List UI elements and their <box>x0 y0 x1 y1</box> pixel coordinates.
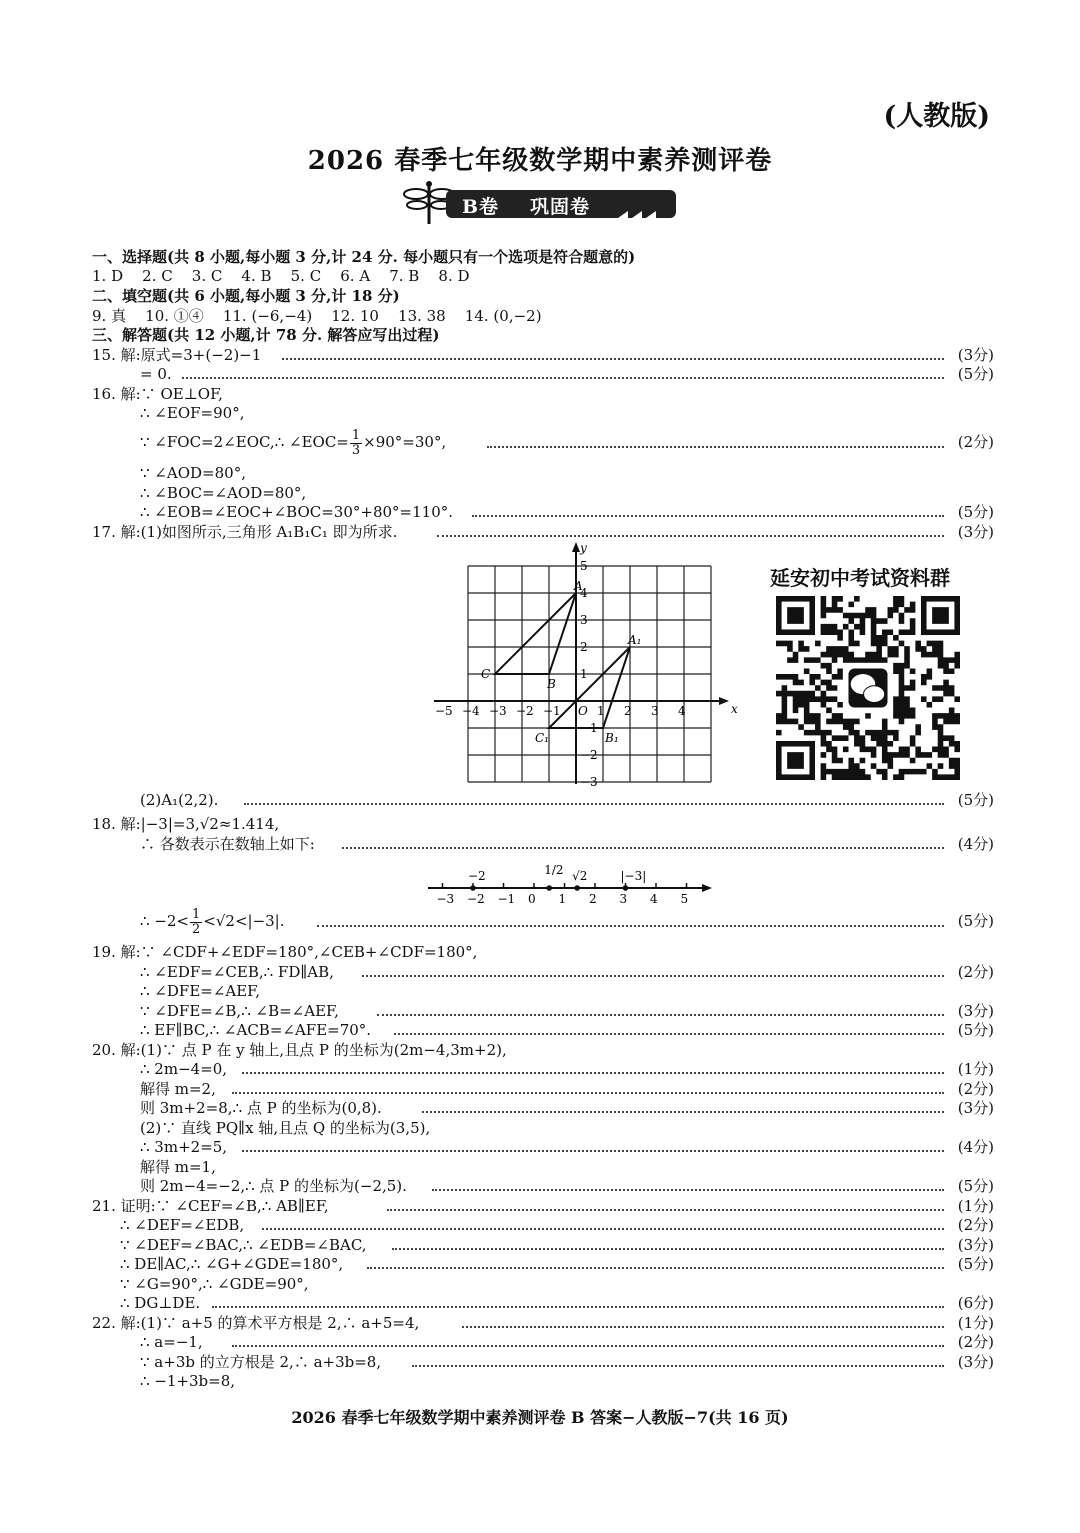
q20-line-5 <box>92 1137 994 1157</box>
number-line-arrow <box>702 884 712 892</box>
q19-line-3 <box>92 1001 994 1021</box>
q22-line-1 <box>92 1332 994 1352</box>
q21-line-3 <box>92 1254 994 1274</box>
denominator: 2 <box>192 921 201 937</box>
y-axis-label: y <box>580 541 587 555</box>
page-title: 2026 春季七年级数学期中素养测评卷 <box>307 146 773 176</box>
q16-line-1 <box>92 384 994 404</box>
q19-text: ∴ EF∥BC,∴ ∠ACB=∠AFE=70°. <box>140 1021 372 1039</box>
q16-text-2: ∴ ∠EOF=90°, <box>140 404 245 422</box>
dotted-leader <box>422 1098 944 1118</box>
y-axis-arrow <box>572 542 580 552</box>
score: (1分) <box>957 1060 994 1078</box>
number-line-tick-label: 3 <box>619 892 628 906</box>
q21-text: ∴ DG⊥DE. <box>120 1294 201 1312</box>
q20-text: 则 3m+2=8,∴ 点 P 的坐标为(0,8). <box>140 1099 382 1117</box>
x-axis-arrow <box>719 697 729 705</box>
y-tick-label: −2 <box>580 748 598 762</box>
arrow-left-icon <box>618 211 628 225</box>
q20-text: 解得 m=1, <box>140 1158 216 1176</box>
x-tick-label: −4 <box>462 704 480 718</box>
q22-text: ∴ −1+3b=8, <box>140 1372 236 1390</box>
score: (5分) <box>957 1021 994 1039</box>
q19-text: ∴ ∠EDF=∠CEB,∴ FD∥AB, <box>140 963 334 981</box>
y-tick-label: 1 <box>580 667 588 681</box>
q20-line-7 <box>92 1176 994 1196</box>
q21-line-0 <box>92 1196 994 1216</box>
score: (4分) <box>957 835 994 853</box>
fraction-one-third <box>350 429 362 458</box>
x-axis-label: x <box>731 702 738 716</box>
q18-line-3 <box>92 901 994 941</box>
q17-text-2: (2)A₁(2,2). <box>140 791 219 809</box>
score: (2分) <box>957 433 994 451</box>
section-fill-header: 二、填空题(共 6 小题,每小题 3 分,计 18 分) <box>92 287 400 305</box>
origin-label: O <box>578 704 588 718</box>
x-tick-label: 1 <box>597 704 605 718</box>
dotted-leader <box>387 1196 944 1216</box>
number-line-point <box>574 885 580 891</box>
dotted-leader <box>242 1137 944 1157</box>
dotted-leader <box>212 1293 944 1313</box>
y-tick-label: 4 <box>580 586 588 600</box>
choice-answers: 1. D 2. C 3. C 4. B 5. C 6. A 7. B 8. D <box>92 267 470 285</box>
score: (5分) <box>957 365 994 383</box>
score: (5分) <box>957 1255 994 1273</box>
q21-line-4 <box>92 1274 994 1294</box>
x-tick-label: −5 <box>435 704 453 718</box>
score: (5分) <box>957 791 994 809</box>
q22-text: 22. 解:(1)∵ a+5 的算术平方根是 2,∴ a+5=4, <box>92 1314 420 1332</box>
q20-text: 解得 m=2, <box>140 1080 216 1098</box>
score: (3分) <box>957 346 994 364</box>
q20-text: (2)∵ 直线 PQ∥x 轴,且点 Q 的坐标为(3,5), <box>140 1119 431 1137</box>
dotted-leader <box>232 1079 944 1099</box>
number-line-tick-label: −3 <box>436 892 455 906</box>
edition-label: (人教版) <box>883 101 990 132</box>
qr-label: 延安初中考试资料群 <box>770 566 950 590</box>
score: (5分) <box>957 912 994 930</box>
banner-part2: 巩固卷 <box>530 196 591 218</box>
q15-line-1 <box>92 345 994 365</box>
number-line-point <box>546 885 552 891</box>
dotted-leader <box>394 1020 944 1040</box>
dotted-leader <box>182 364 944 384</box>
score: (2分) <box>957 1216 994 1234</box>
q16-text-6: ∴ ∠EOB=∠EOC+∠BOC=30°+80°=110°. <box>140 503 454 521</box>
score: (2分) <box>957 1080 994 1098</box>
dotted-leader <box>362 962 944 982</box>
fill-answers: 9. 真 10. ①④ 11. (−6,−4) 12. 10 13. 38 14. (0,−2) <box>92 307 542 325</box>
dotted-leader <box>437 522 944 542</box>
arrow-left-icon <box>632 211 642 225</box>
qr-finder <box>787 607 804 624</box>
dotted-leader <box>232 1332 944 1352</box>
wechat-bubble <box>864 686 885 703</box>
score: (4分) <box>957 1138 994 1156</box>
q20-text: ∴ 3m+2=5, <box>140 1138 228 1156</box>
vertex-label: A₁ <box>628 633 642 647</box>
dotted-leader <box>377 1001 944 1021</box>
x-tick-label: −1 <box>543 704 561 718</box>
score: (1分) <box>957 1314 994 1332</box>
number-line-tick-label: 2 <box>589 892 597 906</box>
score: (3分) <box>957 523 994 541</box>
qr-finder <box>932 607 949 624</box>
x-tick-label: −2 <box>516 704 534 718</box>
dotted-leader <box>317 901 944 921</box>
q22-text: ∵ a+3b 的立方根是 2,∴ a+3b=8, <box>140 1353 382 1371</box>
number-line-point-label: |−3| <box>620 869 647 883</box>
q22-line-0 <box>92 1313 994 1333</box>
section-banner <box>398 176 688 228</box>
dotted-leader <box>392 1235 944 1255</box>
dotted-leader <box>472 502 944 522</box>
y-tick-label: −3 <box>580 775 598 789</box>
score: (3分) <box>957 1353 994 1371</box>
q21-text: 21. 证明:∵ ∠CEF=∠B,∴ AB∥EF, <box>92 1197 329 1215</box>
vertex-label: B₁ <box>605 731 619 745</box>
q17-line-1 <box>92 522 994 542</box>
vertex-label: C₁ <box>535 731 549 745</box>
q18-line-2 <box>92 834 994 854</box>
x-tick-label: 3 <box>651 704 659 718</box>
number-line-point-label: √2 <box>572 869 588 883</box>
q21-line-5 <box>92 1293 994 1313</box>
coordinate-grid-chart <box>430 540 738 789</box>
score: (3分) <box>957 1236 994 1254</box>
q22-line-2 <box>92 1352 994 1372</box>
number-line-tick-label: −2 <box>467 892 485 906</box>
q20-text: 则 2m−4=−2,∴ 点 P 的坐标为(−2,5). <box>140 1177 407 1195</box>
q19-line-2 <box>92 981 994 1001</box>
q21-text: ∴ ∠DEF=∠EDB, <box>120 1216 245 1234</box>
dotted-leader <box>462 1313 944 1333</box>
triangle-ABC <box>495 593 576 674</box>
q22-text: ∴ a=−1, <box>140 1333 203 1351</box>
page-footer: 2026 春季七年级数学期中素养测评卷 B 答案−人教版−7(共 16 页) <box>291 1408 789 1427</box>
dotted-leader <box>262 1215 944 1235</box>
numerator: 1 <box>351 427 361 443</box>
q17-line-2 <box>92 790 994 810</box>
banner-part1: B卷 <box>462 196 500 218</box>
q16-text-3b: ×90°=30°, <box>363 433 447 451</box>
number-line-point-label: −2 <box>468 869 486 883</box>
dotted-leader <box>367 1254 944 1274</box>
q16-line-6 <box>92 502 994 522</box>
q21-line-1 <box>92 1215 994 1235</box>
score: (2分) <box>957 1333 994 1351</box>
number-line-tick-label: 1 <box>558 892 567 906</box>
number-line-tick-label: 4 <box>650 892 658 906</box>
q16-line-5 <box>92 483 994 503</box>
fraction-one-half <box>190 908 202 937</box>
q20-line-4 <box>92 1118 994 1138</box>
q19-text: ∵ ∠DFE=∠B,∴ ∠B=∠AEF, <box>140 1002 339 1020</box>
vertex-label: B <box>547 677 556 691</box>
arrow-left-icon <box>646 211 656 225</box>
x-tick-label: −3 <box>489 704 507 718</box>
q19-line-1 <box>92 962 994 982</box>
q18-text-3a: ∴ −2< <box>140 912 189 930</box>
y-tick-label: 5 <box>580 559 588 573</box>
qr-finder <box>787 752 804 769</box>
q16-text-4: ∵ ∠AOD=80°, <box>140 464 246 482</box>
q18-text-2: ∴ 各数表示在数轴上如下: <box>140 835 315 853</box>
y-tick-label: 3 <box>580 613 588 627</box>
q21-line-2 <box>92 1235 994 1255</box>
q20-text: ∴ 2m−4=0, <box>140 1060 228 1078</box>
dotted-leader <box>487 422 944 442</box>
q19-text: 19. 解:∵ ∠CDF+∠EDF=180°,∠CEB+∠CDF=180°, <box>92 943 478 961</box>
q16-text-3a: ∵ ∠FOC=2∠EOC,∴ ∠EOC= <box>140 433 349 451</box>
q21-text: ∵ ∠G=90°,∴ ∠GDE=90°, <box>120 1275 309 1293</box>
qr-code[interactable] <box>776 596 960 780</box>
q16-line-4 <box>92 463 994 483</box>
q15-line-2 <box>92 364 994 384</box>
dotted-leader <box>244 790 944 810</box>
number-line-point <box>470 885 476 891</box>
q19-text: ∴ ∠DFE=∠AEF, <box>140 982 261 1000</box>
q20-line-3 <box>92 1098 994 1118</box>
x-tick-label: 4 <box>678 704 686 718</box>
q17-text-1: 17. 解:(1)如图所示,三角形 A₁B₁C₁ 即为所求. <box>92 523 398 541</box>
score: (3分) <box>957 1099 994 1117</box>
q16-text-5: ∴ ∠BOC=∠AOD=80°, <box>140 484 307 502</box>
q16-text-1: 16. 解:∵ OE⊥OF, <box>92 385 223 403</box>
q16-line-2 <box>92 403 994 423</box>
number-line-point <box>623 885 629 891</box>
x-tick-label: 2 <box>624 704 632 718</box>
triangle-A₁B₁C₁ <box>549 647 630 728</box>
dotted-leader <box>432 1176 944 1196</box>
score: (1分) <box>957 1197 994 1215</box>
vertex-label: A <box>574 579 583 593</box>
q18-text-3b: <√2<|−3|. <box>203 912 285 930</box>
score: (5分) <box>957 1177 994 1195</box>
q18-text-1: 18. 解:|−3|=3,√2≈1.414, <box>92 815 280 833</box>
numerator: 1 <box>192 906 201 922</box>
q18-line-1 <box>92 814 994 834</box>
q22-line-3 <box>92 1371 994 1391</box>
dotted-leader <box>412 1352 944 1372</box>
dotted-leader <box>282 345 944 365</box>
q15-text-2: = 0. <box>140 365 172 383</box>
q15-text-1: 15. 解:原式=3+(−2)−1 <box>92 346 262 364</box>
dotted-leader <box>242 1059 944 1079</box>
score: (6分) <box>957 1294 994 1312</box>
q16-line-3 <box>92 422 994 462</box>
number-line-tick-label: −1 <box>497 892 516 906</box>
section-solve-header: 三、解答题(共 12 小题,计 78 分. 解答应写出过程) <box>92 326 440 344</box>
score: (3分) <box>957 1002 994 1020</box>
score: (5分) <box>957 503 994 521</box>
number-line-tick-label: 5 <box>680 892 689 906</box>
q20-text: 20. 解:(1)∵ 点 P 在 y 轴上,且点 P 的坐标为(2m−4,3m+2), <box>92 1041 507 1059</box>
y-tick-label: −1 <box>580 721 598 735</box>
q19-line-4 <box>92 1020 994 1040</box>
number-line-tick-label: 0 <box>528 892 536 906</box>
q20-line-6 <box>92 1157 994 1177</box>
section-choice-header: 一、选择题(共 8 小题,每小题 3 分,计 24 分. 每小题只有一个选项是符合题意的) <box>92 248 636 266</box>
vertex-label: C <box>481 667 491 681</box>
score: (2分) <box>957 963 994 981</box>
banner-pill <box>446 190 676 218</box>
dotted-leader <box>342 834 944 854</box>
q20-line-0 <box>92 1040 994 1060</box>
number-line-point-label: 1/2 <box>544 863 564 877</box>
q20-line-2 <box>92 1079 994 1099</box>
q20-line-1 <box>92 1059 994 1079</box>
q21-text: ∴ DE∥AC,∴ ∠G+∠GDE=180°, <box>120 1255 344 1273</box>
q21-text: ∵ ∠DEF=∠BAC,∴ ∠EDB=∠BAC, <box>120 1236 367 1254</box>
denominator: 3 <box>351 442 361 458</box>
q19-line-0 <box>92 942 994 962</box>
y-tick-label: 2 <box>580 640 588 654</box>
